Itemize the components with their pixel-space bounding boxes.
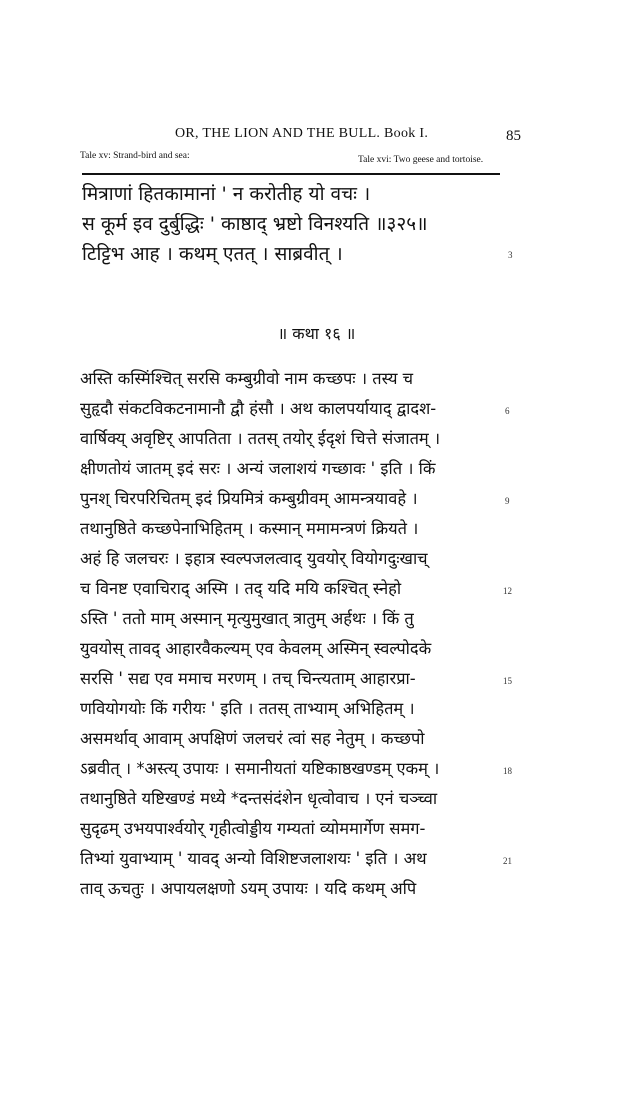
text-line: युवयोस् तावद् आहारवैकल्यम् एव केवलम् अस्मिन् स्वल्पोदके	[80, 639, 432, 658]
text-line: ऽब्रवीत् । *अस्त्य् उपायः । समानीयतां यष्टिकाष्ठखण्डम् एकम् ।	[80, 759, 440, 778]
text-line: सुदृढम् उभयपार्श्वयोर् गृहीत्वोड्डीय गम्यतां व्योममार्गेण समग-	[80, 819, 426, 838]
text-line: ऽस्ति ' ततो माम् अस्मान् मृत्युमुखात् त्रातुम् अर्हथः । किं तु	[80, 609, 414, 628]
margin-line-number: 9	[505, 496, 510, 506]
text-line: क्षीणतोयं जातम् इदं सरः । अन्यं जलाशयं गच्छावः ' इति । किं	[80, 459, 436, 478]
verse-line: टिट्टिभ आह । कथम् एतत् । साब्रवीत् ।	[82, 243, 343, 265]
text-line: तथानुष्ठिते कच्छपेनाभिहितम् । कस्मान् ममामन्त्रणं क्रियते ।	[80, 519, 419, 538]
tale-label-left: Tale xv: Strand-bird and sea:	[80, 151, 190, 161]
margin-line-number: 18	[503, 766, 512, 776]
running-head: OR, THE LION AND THE BULL. Book I.	[175, 126, 429, 141]
text-line: वार्षिक्य् अवृष्टिर् आपतिता । ततस् तयोर् ईदृशं चित्ते संजातम् ।	[80, 429, 441, 448]
margin-line-number: 12	[503, 586, 512, 596]
tale-label-right: Tale xvi: Two geese and tortoise.	[358, 155, 484, 165]
text-line: सुहृदौ संकटविकटनामानौ द्वौ हंसौ । अथ कालपर्यायाद् द्वादश-	[80, 399, 437, 418]
margin-line-number: 6	[505, 406, 510, 416]
margin-line-number: 21	[503, 856, 512, 866]
text-line: तिभ्यां युवाभ्याम् ' यावद् अन्यो विशिष्टजलाशयः ' इति । अथ	[80, 849, 427, 868]
text-line: पुनश् चिरपरिचितम् इदं प्रियमित्रं कम्बुग्रीवम् आमन्त्रयावहे ।	[80, 489, 418, 508]
text-line: णवियोगयोः किं गरीयः ' इति । ततस् ताभ्याम् अभिहितम् ।	[80, 699, 415, 718]
text-line: तथानुष्ठिते यष्टिखण्डं मध्ये *दन्तसंदंशेन धृत्वोवाच । एनं चञ्च्वा	[80, 789, 438, 808]
text-line: सरसि ' सद्य एव ममाच मरणम् । तच् चिन्त्यताम् आहारप्रा-	[80, 669, 416, 688]
text-line: च विनष्ट एवाचिराद् अस्मि । तद् यदि मयि कश्चित् स्नेहो	[80, 579, 402, 598]
margin-line-number: 3	[508, 250, 513, 260]
header-rule	[82, 173, 500, 175]
text-line: असमर्थाव् आवाम् अपक्षिणं जलचरं त्वां सह नेतुम् । कच्छपो	[80, 729, 425, 748]
page-number: 85	[506, 128, 521, 144]
text-line: अहं हि जलचरः । इहात्र स्वल्पजलत्वाद् युवयोर् वियोगदुःखाच्	[80, 549, 428, 568]
story-title: ॥ कथा १६ ॥	[277, 324, 356, 343]
text-line: अस्ति कस्मिंश्चित् सरसि कम्बुग्रीवो नाम कच्छपः । तस्य च	[80, 369, 414, 388]
text-line: ताव् ऊचतुः । अपायलक्षणो ऽयम् उपायः । यदि कथम् अपि	[80, 879, 417, 898]
verse-line: मित्राणां हितकामानां ' न करोतीह यो वचः ।	[82, 183, 371, 205]
verse-line: स कूर्म इव दुर्बुद्धिः ' काष्ठाद् भ्रष्टो विनश्यति ॥३२५॥	[82, 213, 428, 235]
margin-line-number: 15	[503, 676, 512, 686]
